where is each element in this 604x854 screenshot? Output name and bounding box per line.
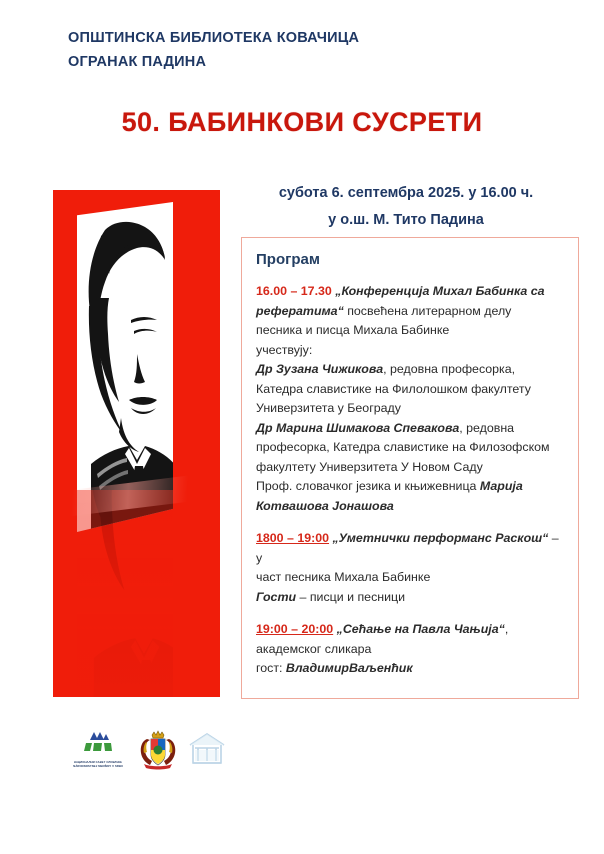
program-text: – у [256, 531, 559, 565]
program-line [256, 458, 564, 478]
program-line [256, 588, 564, 608]
program-line [256, 477, 564, 497]
program-line [256, 399, 564, 419]
program-text: песника и писца Михала Бабинке [256, 323, 450, 337]
program-emphasis: „Уметнички перформанс Раскош“ [332, 531, 549, 545]
program-time: 19:00 – 20:00 [256, 622, 334, 636]
program-text: академског сликара [256, 641, 372, 656]
program-text: учествују: [256, 342, 313, 357]
program-line [256, 321, 564, 341]
program-emphasis: Др Зузана Чижикова [256, 362, 384, 376]
program-line [256, 360, 564, 380]
coat-of-arms-icon [136, 729, 180, 771]
program-text: посвећена литерарном делу [343, 303, 512, 318]
program-text: – писци и песници [296, 589, 406, 604]
program-box [241, 237, 579, 699]
national-council-caption-line-2: NÁRODNOSTNEJ MENŠINY V SRBII [73, 764, 123, 768]
program-heading: Програм [256, 251, 320, 268]
program-emphasis-tail: ВладимирВаљенћик [285, 661, 413, 675]
organization-line-2: ОГРАНАК ПАДИНА [68, 54, 207, 70]
library-house-icon [186, 729, 228, 769]
national-council-caption-line-1: НАЦИОНАЛНИ САВЕТ СЛОВАЧКЕ [73, 760, 123, 764]
program-time: 16.00 – 17.30 [256, 284, 332, 298]
library-house-logo [186, 729, 228, 774]
organization-line-1: ОПШТИНСКА БИБЛИОТЕКА КОВАЧИЦА [68, 30, 360, 46]
program-line [256, 659, 564, 679]
program-line [256, 302, 564, 322]
program-text: факултету Универзитета У Новом Саду [256, 459, 483, 474]
event-date-line: субота 6. септембра 2025. у 16.00 ч. [278, 185, 534, 201]
portrait-ghost-reflection [77, 490, 173, 697]
poster-title: 50. БАБИНКОВИ СУСРЕТИ [121, 107, 483, 137]
program-emphasis: Котвашова Јонашова [256, 498, 394, 513]
program-emphasis: Др Марина Шимакова Спевакова [256, 420, 460, 435]
program-line [256, 380, 564, 400]
municipality-coat-of-arms [136, 729, 180, 776]
program-text: Проф. словачког језика и књижевница [256, 479, 480, 493]
program-emphasis: рефератима“ [256, 303, 344, 318]
program-line [256, 640, 564, 660]
program-text: Катедра славистике на Филолошком факултету [256, 381, 531, 396]
program-text: , редовна [459, 420, 515, 435]
program-emphasis-tail: Марија [479, 479, 523, 493]
program-emphasis: Гости [256, 589, 297, 604]
organization-header [68, 26, 359, 74]
poster-artwork-panel [53, 190, 220, 697]
program-line [256, 438, 564, 458]
program-line [256, 568, 564, 588]
event-datetime-venue [232, 180, 580, 234]
program-text: професорка, Катедра славистике на Филозофском [256, 440, 550, 454]
program-block [256, 620, 564, 679]
national-council-caption [67, 761, 130, 769]
national-council-emblem-icon [68, 729, 128, 755]
program-line [256, 282, 564, 302]
program-line [256, 620, 564, 640]
program-time: 1800 – 19:00 [256, 531, 330, 545]
artwork-inner [53, 190, 220, 697]
program-line [256, 341, 564, 361]
program-blocks [256, 282, 564, 679]
program-block [256, 282, 564, 516]
program-emphasis: „Конференција Михал Бабинка са [335, 284, 545, 298]
program-text: , редовна професорка, [383, 362, 516, 376]
ghost-red-wash [77, 490, 173, 697]
national-council-logo [68, 729, 128, 768]
event-venue-line: у о.ш. М. Тито Падина [328, 212, 484, 228]
program-line [256, 497, 564, 517]
program-text: Универзитета у Београду [256, 401, 401, 415]
program-block [256, 529, 564, 607]
program-emphasis: „Сећање на Павла Чањија“ [336, 622, 505, 636]
program-text: , [504, 622, 509, 636]
sponsor-logo-row [68, 729, 228, 777]
program-line [256, 529, 564, 568]
program-text: част песника Михала Бабинке [256, 570, 431, 584]
program-text: гост: [256, 661, 286, 675]
program-line [256, 419, 564, 439]
